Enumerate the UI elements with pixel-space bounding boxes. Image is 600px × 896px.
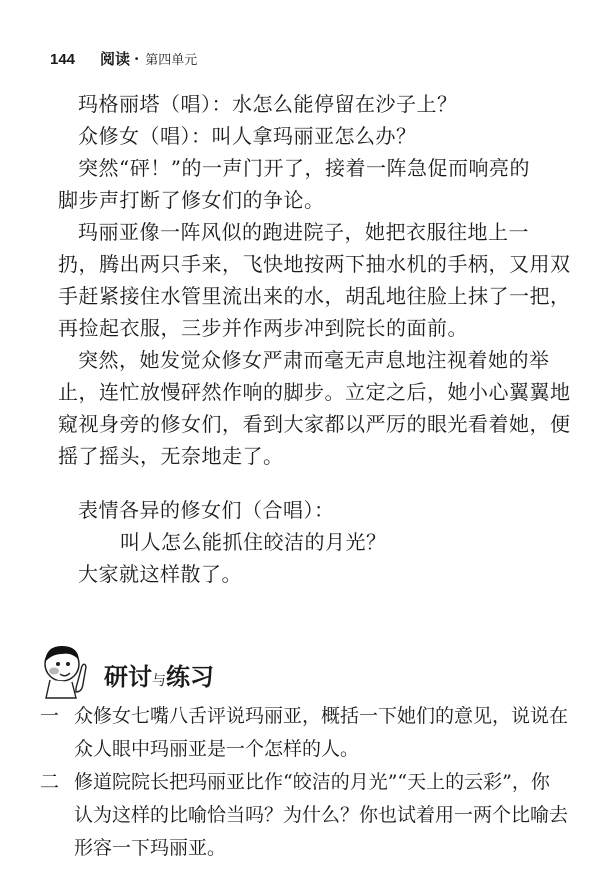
- exercise-text: 认为这样的比喻恰当吗？为什么？你也试着用一两个比喻去: [74, 804, 569, 826]
- text-line: 摇了摇头，无奈地走了。: [58, 444, 284, 468]
- exercise-number: 二: [40, 771, 60, 793]
- page-header: [50, 48, 197, 69]
- section-title: 阅读: [100, 50, 131, 68]
- ending-line: 大家就这样散了。: [78, 562, 242, 586]
- exercise-title: 研讨与练习: [104, 662, 214, 691]
- exercise-item: [40, 700, 580, 766]
- exercise-text: 形容一下玛丽亚。: [74, 837, 227, 859]
- exercise-header: [36, 640, 214, 702]
- page-number: 144: [50, 51, 76, 68]
- thinking-child-icon: [36, 640, 98, 702]
- text-line: 再捡起衣服，三步并作两步冲到院长的面前。: [58, 316, 468, 340]
- exercise-list: [40, 700, 580, 865]
- exercise-text: 修道院院长把玛丽亚比作“皎洁的月光”“天上的云彩”，你: [74, 771, 550, 793]
- text-line: 突然“砰！”的一声门开了，接着一阵急促而响亮的: [78, 156, 530, 180]
- exercise-text: 众修女七嘴八舌评说玛丽亚，概括一下她们的意见，说说在: [74, 705, 569, 727]
- unit-title: 第四单元: [145, 53, 198, 68]
- separator: ·: [134, 50, 140, 68]
- chorus-line: 叫人怎么能抓住皎洁的月光？: [120, 530, 387, 554]
- exercise-text: 众人眼中玛丽亚是一个怎样的人。: [74, 738, 360, 760]
- text-line: 脚步声打断了修女们的争论。: [58, 188, 325, 212]
- text-line: 扔，腾出两只手来，飞快地按两下抽水机的手柄，又用双: [58, 252, 571, 276]
- text-line: 止，连忙放慢砰然作响的脚步。立定之后，她小心翼翼地: [58, 380, 571, 404]
- text-line: 众修女（唱）：叫人拿玛丽亚怎么办？: [78, 124, 417, 148]
- text-line: 手赶紧接住水管里流出来的水，胡乱地往脸上抹了一把，: [58, 284, 571, 308]
- chorus-intro: 表情各异的修女们（合唱）：: [78, 498, 335, 522]
- text-line: 突然，她发觉众修女严肃而毫无声息地注视着她的举: [78, 348, 550, 372]
- text-line: 玛格丽塔（唱）：水怎么能停留在沙子上？: [78, 92, 458, 116]
- text-line: 窥视身旁的修女们，看到大家都以严厉的眼光看着她，便: [58, 412, 571, 436]
- text-line: 玛丽亚像一阵风似的跑进院子，她把衣服往地上一: [78, 220, 529, 244]
- exercise-number: 一: [40, 705, 60, 727]
- main-text: [58, 88, 571, 590]
- exercise-item: [40, 766, 580, 865]
